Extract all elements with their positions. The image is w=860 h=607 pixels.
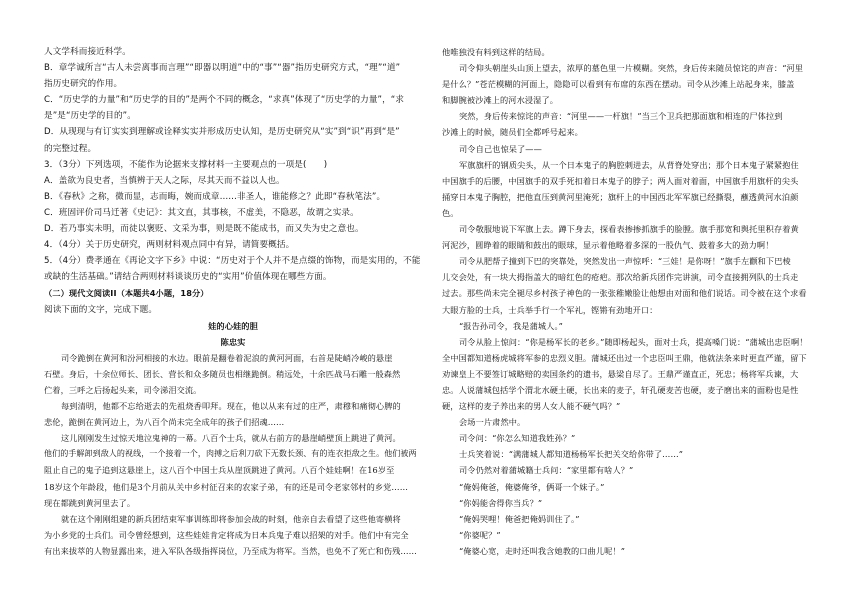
text-line: 18岁这个年龄段，他们是3个月前从关中乡村征召来的农家子弟，有的还是司令老家邻村的乡党……: [44, 481, 409, 492]
text-line: D．从现现与有订实实到理解或诠释实实并形成历史认知，是历史研究从“实”到“识”再到“是”: [44, 127, 400, 138]
text-line: 过去。那些尚未完全褪尽乡村孩子神色的一张张稚嫩脸让他想由对面和他们说话。司令被在这个求看: [442, 288, 807, 299]
text-line: 沙滩上的时候，随员们全都呼号起来。: [442, 127, 583, 138]
text-line: 陈忠实: [220, 336, 246, 347]
text-line: D．若乃事实未明，而徒以褒贬、文采为事，则是既不能成书，而又失为史之意也。: [44, 224, 364, 235]
text-line: 司令敬服地说下军旗上去。蹲下身去，探看表掺掺抓旗手的脸膛。旗手那宽和舆托里积存着黄: [459, 224, 799, 235]
text-line: 现在都跳到黄河里去了。: [44, 497, 136, 508]
text-line: 是”是“历史学的目的”。: [44, 111, 136, 122]
text-line: 每到清明，他都不忘给逝去的先祖烧香叩拜。现在，他以从来有过的庄严，肃穆和痛彻心脾的: [61, 401, 401, 412]
text-line: 司令仰头朝崖头山顶上望去，浓厚的墓色里一片模糊。突然，身后传来随员惊诧的声音：“河里: [459, 63, 804, 74]
text-line: C．班固评价司马迁著《史记》：其文直，其事核，不虚美，不隐恶，故谓之实录。: [44, 207, 359, 218]
text-line: 司令从脸上惊问：“你是杨军长的老乡。”随即杨起头，面对士兵，提高嗓门说：“蒲城出忠臣啊！: [459, 336, 808, 347]
text-line: 士兵笑着说：“满蒲城人都知道杨杨军长把关交给你带了……”: [459, 449, 684, 460]
text-line: 突然，身后传来惊诧的声音：“河里——一杆旗！”当三个卫兵把那面旗和相连的尸体拉到: [459, 111, 783, 122]
text-line: A．盖欲为良史者，当慎辨于天人之际，尽其天而不益以人也。: [44, 175, 285, 186]
text-line: 河泥沙，圆睁着的眼睛和鼓出的眼球，显示着他略着多深的一股仇气、鼓着多大的劲力啊！: [442, 240, 774, 251]
text-line: （二）现代文阅读II（本题共4小题，18分）: [44, 288, 209, 299]
text-line: 为小乡党的士兵们。司令曾经想到，这些娃娃肯定将成为日本兵鬼子难以招架的对手。他们中有完全: [44, 529, 409, 540]
text-line: 中国旗手的后腰，中国旗手的双手死扣着日本鬼子的脖子；两人面对着面，中国旗手用旗杆的尖头: [442, 175, 799, 186]
text-line: 他们的手解卸到敌人的视线，一个接着一个，肉搏之后利刀砍下无数长颈、有的连衣拒敌之生。他们被两: [44, 449, 417, 459]
text-line: 会场一片肃然中。: [459, 417, 526, 428]
text-line: 硬，这样的麦子养出来的男人女人能不硬气吗？”: [442, 401, 621, 412]
text-line: C．“历史学的力量”和“历史学的目的”是两个不同的概念，“求真”体现了“历史学的力量”，“求: [44, 95, 405, 106]
text-line: “俺妈俺爸，俺婆俺爷，俩哥一个妹子。”: [459, 481, 605, 492]
text-line: “俺婆心宽，走时还叫我含她教的口曲儿呢！”: [459, 545, 626, 556]
right-column: [442, 44, 820, 559]
text-line: 5．（4分）费孝通在《再论文字下乡》中说：“历史对于个人并不是点缀的饰物，而是实用的，不能: [44, 256, 421, 267]
text-line: 阻止自己的鬼子追到这悬崖上，这八百个中国士兵从崖顶跳进了黄河。八百个娃娃啊！在16岁至: [44, 465, 395, 476]
text-line: 人文学科而接近科学。: [44, 47, 131, 57]
text-line: 3．（3分）下列选项，不能作为论据来支撑材料一主要观点的一项是( ): [44, 159, 328, 170]
text-line: B．章学诚所言“古人未尝离事而言理”“即器以明道”中的“事”“器”指历史研究方式，“理”“道”: [44, 63, 401, 74]
text-line: 忠。人说蒲城包括学个渭北水硬土硬，长出来的麦子，轩孔硬麦苦也硬，麦子磨出来的面粉也是性: [442, 384, 799, 395]
text-line: 或缺的生活基础。”请结合两则材料谈谈历史的“实用”价值体现在哪些方面。: [44, 272, 332, 283]
text-line: 他唯独没有料到这样的结局。: [442, 47, 550, 57]
text-line: 是什么？”苍茫模糊的河面上，隐隐可以看到有布席的东西在摆动。司令从沙滩上站起身来，膝盖: [442, 79, 795, 90]
text-line: 全中国都知道杨虎城将军参的忠烈义胆。蒲城还出过一个忠臣叫王鼎，他就法条来时更直严谨，留下: [442, 352, 807, 363]
text-line: 娃的心娃的胆: [208, 320, 258, 331]
text-line: 悲伦，跪倒在黄河边上，为八百个尚未完全成年的孩子们招魂……: [44, 417, 285, 428]
text-line: “报告孙司令，我是蒲城人。”: [459, 320, 563, 331]
text-line: “你妈能舍得你当兵？”: [459, 497, 543, 508]
text-line: 和脚腕被沙滩上的河水浸湿了。: [442, 95, 559, 106]
text-line: 劝谏皇上不要签订城略赔的卖国条约的遗书，悬梁自尽了。王鼎严谨直正，死忠；杨将军兵谏，大: [442, 368, 799, 379]
text-line: B．《春秋》之称，微而显，志而晦，婉而成章……非圣人，谁能修之？此即“春秋笔法”。: [44, 191, 386, 202]
text-line: 这儿刚刚发生过惊天地泣鬼神的一幕。八百个士兵，就从右前方的悬崖峭壁顶上跳进了黄河。: [61, 433, 401, 444]
text-line: 石壁。身后，十余位师长、团长、营长和众多随员也相继跪倒。稍远处，十余匹战马石雕一般森然: [44, 368, 401, 379]
text-line: 就在这个刚刚组建的新兵团结束军事训练即将参加会战的时刻，他亲自去看望了这些他寄横将: [61, 513, 401, 524]
text-line: 阅读下面的文字，完成下题。: [44, 304, 158, 315]
text-line: 司令仍然对着蒲城籍士兵问：“家里都有啥人？”: [459, 465, 634, 476]
text-line: 司令从肥帮子撞到下巴的突靠处，突然发出一声惊呼：“三娃！是你呀！”旗手左颧和下巴棱: [459, 256, 791, 267]
text-line: 捅穿日本鬼子胸腔，把他直压到黄河里淹死；旗杆上的中国西北军军旗已经撕裂，蘸透黄河水泊颜: [442, 191, 799, 202]
text-line: 色。: [442, 207, 459, 218]
text-line: 的完整过程。: [44, 143, 97, 154]
left-column: [44, 44, 422, 559]
text-line: 司令问：“你怎么知道我姓孙？”: [459, 433, 576, 444]
text-line: 伫着，三呼之后扬起头来，司令涕泪交流。: [44, 384, 202, 395]
text-line: 4．（4分）关于历史研究，两则材料观点同中有异，请简要概括。: [44, 240, 295, 251]
text-line: 有出来拔萃的人物显露出来，进入军队各级指挥岗位，乃至成为将军。当然，也免不了死亡和伤残……: [44, 545, 417, 556]
text-line: 司令自己也惊呆了——: [459, 143, 542, 154]
text-line: 大眼方脸的士兵，士兵举手行一个军礼，铿锵有劲地开口：: [442, 304, 658, 315]
text-line: 司令跪倒在黄河和汾河相接的水边。眼前是翻卷着泥浪的黄河河面，右首是陡峭冷峻的悬崖: [61, 352, 393, 363]
text-line: “你婆呢？”: [459, 529, 501, 540]
text-line: “俺妈哭哩！俺爸把俺妈训住了。”: [459, 513, 580, 524]
text-line: 儿交会处，有一块大拇指盖大的暗红色的疮疤。那次给新兵团作完讲演，司令直接拥列队的士兵走: [442, 272, 799, 283]
text-line: 军旗旗杆的钢质尖头，从一个日本鬼子的胸腔刺进去，从背脊处穿出；那个日本鬼子紧紧抱住: [459, 159, 799, 170]
text-line: 指历史研究的作用。: [44, 79, 123, 90]
